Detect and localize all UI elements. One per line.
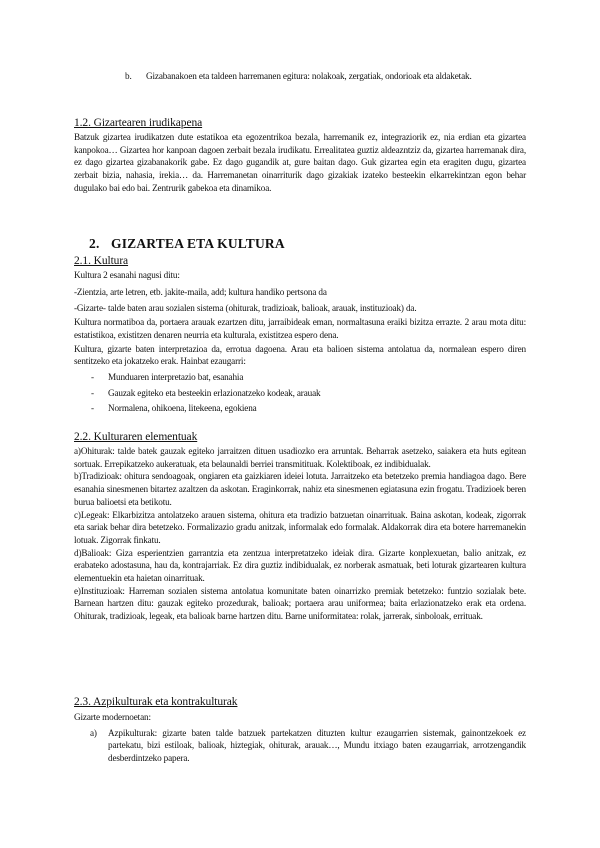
kultura-paragraph-2: Kultura, gizarte baten interpretazioa da, errotua dagoena. Arau eta balioen sistema antolatua da, normalean espero diren sentitzeko eta jokatzeko erak. Hainbat ezaugarri:	[74, 343, 526, 367]
bullet-marker: -	[91, 371, 94, 382]
item-text: Azpikulturak: gizarte baten talde batzuek partekatzen dituzten kultur ezaugarrien sistemak, gainontzekoek ez partekatu, bizi estiloak, balioak, hiztegiak, ohiturak, arauak…, Mundu itxiago baten ezaugarriak, arrotzengandik desberdintzeko papera.	[108, 727, 526, 764]
section-heading-2-3: 2.3. Azpikulturak eta kontrakulturak	[74, 696, 238, 708]
chapter-heading	[89, 236, 285, 252]
element-paragraph-balioak: d)Balioak: Giza esperientzien garrantzia eta zentzua interpretatzeko ideiak dira. Gizarte konplexuetan, balio anitzak, ez erabateko adostasuna, hau da, kontrajarriak. Ez dira guztiz indibidualak, ez norberak asmatuak, beti loturak gizartearen kultura elementuekin eta haietan oinarrituak.	[74, 547, 526, 584]
element-paragraph-tradizioak: b)Tradizioak: ohitura sendoagoak, ongiaren eta gaizkiaren ideiei lotuta. Jarraitzeko eta betetzeko premia handiagoa dago. Bere esanahia sinesmenen bitartez azaltzen da askotan. Eraginkorrak, nahiz eta sinesmenen egiatasuna ezin frogatu. Tradizioek beren burua balioetsi eta betikotu.	[74, 471, 526, 507]
section-heading-2-2: 2.2. Kulturaren elementuak	[74, 431, 198, 443]
kultura-line-1: Kultura 2 esanahi nagusi ditu:	[74, 270, 180, 280]
section-heading-1-2: 1.2. Gizartearen irudikapena	[74, 117, 203, 129]
list-item	[74, 387, 526, 400]
list-item	[74, 402, 526, 415]
section-2-2	[74, 431, 526, 623]
bullet-text: Munduaren interpretazio bat, esanahia	[108, 371, 244, 382]
kultura-line-3: -Gizarte- talde baten arau sozialen sistema (ohiturak, tradizioak, balioak, arauak, instituzioak) da.	[74, 303, 417, 314]
element-paragraph-legeak: c)Legeak: Elkarbizitza antolatzeko arauen sistema, ohitura eta tradizio batzuetan oinarrituak. Baina askotan, kodeak, zigorrak eta sariak behar dira betetzeko. Formalizazio gradu anitzak, informalak edo formalak. Aldakorrak dira eta botere harremanekin lotuak. Zigorrak finkatu.	[74, 509, 526, 545]
bullet-marker: -	[91, 403, 94, 414]
element-paragraph-ohiturak: a)Ohiturak: talde batek gauzak egiteko jarraitzen dituen usadiozko era arruntak. Beharrak asetzeko, saiakera eta huts egitean sortuak. Errepikatzeko aukeratuak, eta belaunaldi berriei transmitituak. Kolektiboak, ez indibidualak.	[74, 446, 526, 469]
list-item	[74, 371, 526, 384]
section-1-2	[74, 117, 526, 195]
element-paragraph-instituzioak: e)Instituzioak: Harreman sozialen sistema antolatua komunitate baten oinarrizko premiak betetzeko: funtzio sozialak bete. Barnean hartzen ditu: gauzak egiteko prozedurak, balioak; portaera arau uniformea; baita erlazionatzeko erak eta ordena. Ohiturak, tradizioak, legeak, eta balioak barne hartzen ditu. Barne uniformitatea: rolak, jarrerak, sinboloak, errituak.	[74, 585, 526, 622]
section-2-1	[74, 255, 526, 415]
bullet-text: Gauzak egiteko eta besteekin erlazionatzeko kodeak, arauak	[108, 387, 321, 398]
bullet-text: Normalena, ohikoena, litekeena, egokiena	[108, 403, 257, 414]
section-2-3	[74, 696, 526, 765]
kultura-paragraph-1: Kultura normatiboa da, portaera arauak ezartzen ditu, jarraibideak eman, normaltasuna eraiki bizitza errazte. 2 arau mota ditu: estatistikoa, existitzen denaren neurria eta kulturala, existitzea espero dena.	[74, 317, 526, 340]
chapter-title: GIZARTEA ETA KULTURA	[111, 236, 285, 251]
chapter-number: 2.	[89, 236, 100, 251]
list-item	[74, 727, 526, 765]
section-intro-2-3: Gizarte modernoetan:	[74, 712, 151, 722]
item-marker: a)	[90, 727, 97, 738]
kultura-line-2: -Zientzia, arte letren, etb. jakite-maila, add; kultura handiko pertsona da	[74, 286, 327, 297]
section-heading-2-1: 2.1. Kultura	[74, 255, 129, 267]
top-item-text: Gizabanakoen eta taldeen harremanen egitura: nolakoak, zergatiak, ondorioak eta aldaketak.	[146, 71, 472, 81]
bullet-marker: -	[91, 387, 94, 398]
top-list-item	[74, 70, 560, 83]
section-body-1-2: Batzuk gizartea irudikatzen dute estatikoa eta egozentrikoa bezala, harremanik ez, integraziorik ez, nia erdian eta gizartea kanpokoa… Gizartea hor kanpoan dagoen zerbait bezala irudikatu. Errealitatea guztiz aldeazntziz da, gizartea harremanak dira, ez dago gizartea gizabanakorik gabe. Ez dago gugandik at, gure baitan dago. Guk gizartea egin eta eragiten dugu, gizartea zerbait bizia, nahasia, irekia… da. Harremanetan oinarriturik dago gizakiak izateko besteekin elkarrekintzan egon behar dugulako bai edo bai. Zentrurik gabekoa eta dinamikoa.	[74, 132, 526, 193]
top-item-marker: b.	[125, 71, 132, 81]
